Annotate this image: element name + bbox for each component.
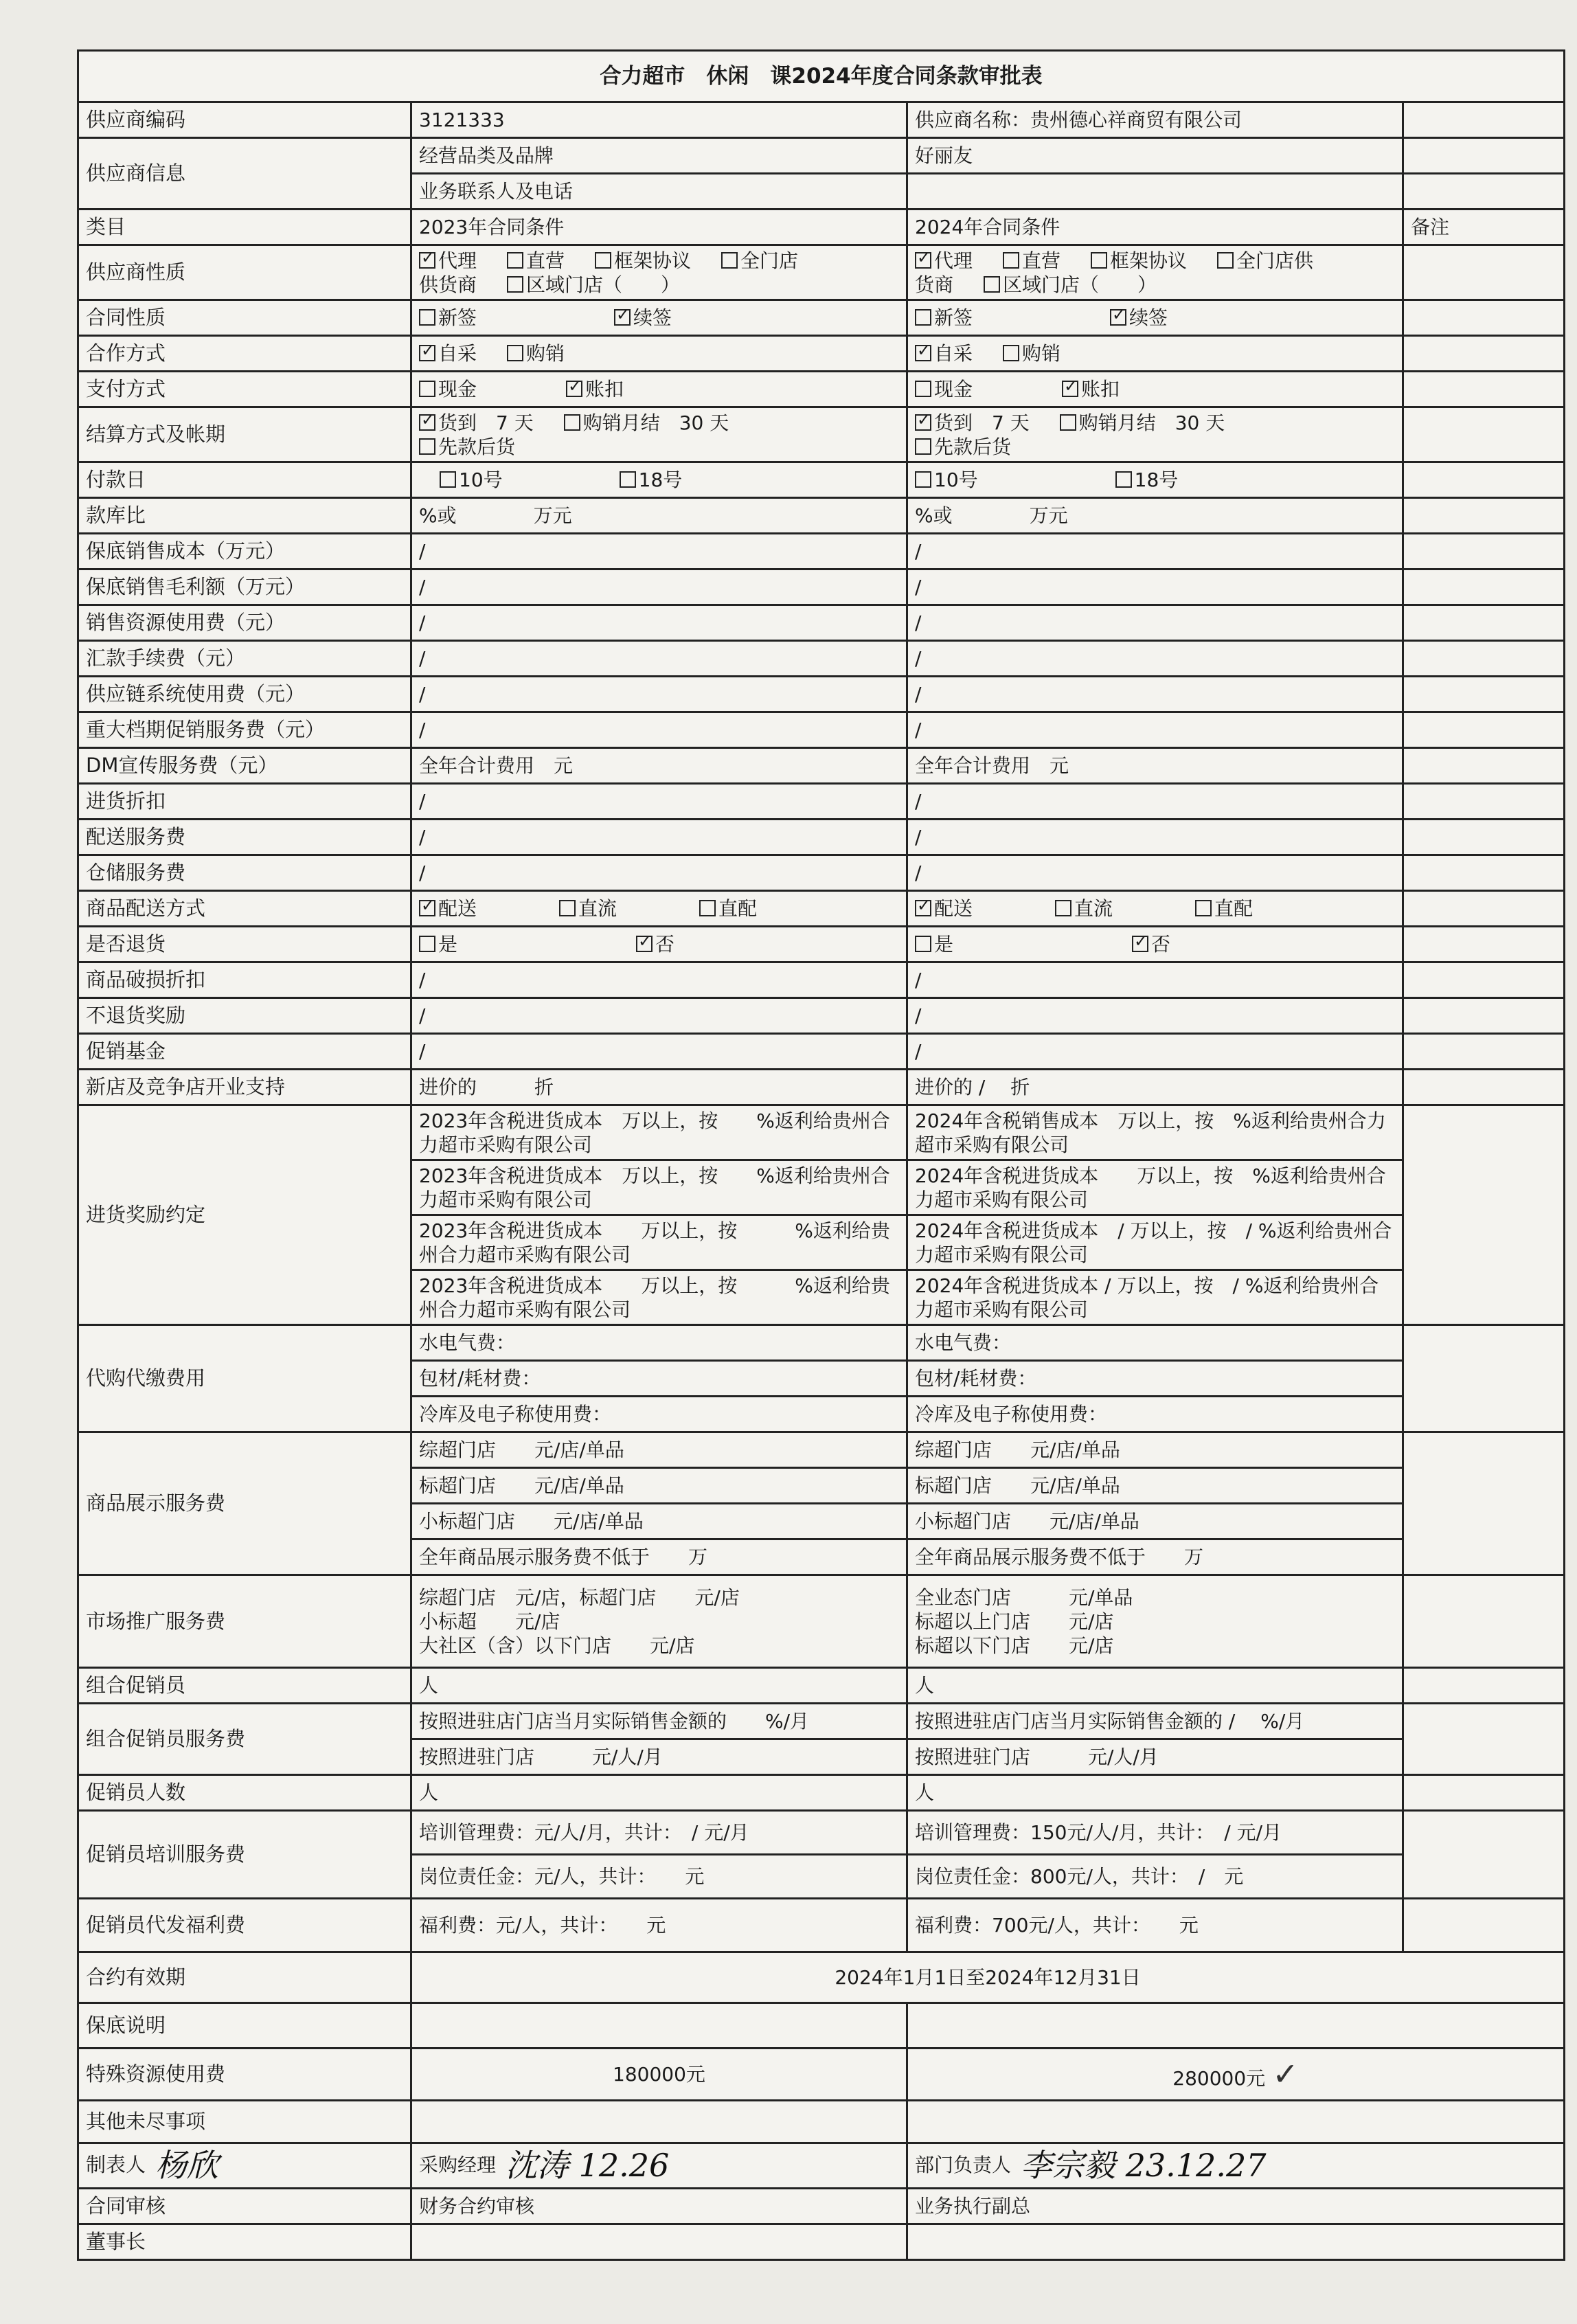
remit-fee-label: 汇款手续费（元）: [78, 641, 411, 677]
delivery-mode-label: 商品配送方式: [78, 891, 411, 927]
discount-label: 进货折扣: [78, 784, 411, 820]
special-2024: 280000元 ✓: [907, 2049, 1565, 2101]
category-label: 类目: [78, 210, 411, 245]
brand-value: 好丽友: [907, 138, 1403, 174]
newstore-label: 新店及竞争店开业支持: [78, 1070, 411, 1105]
empty-cell: [1403, 820, 1565, 855]
value-2023: /: [411, 569, 907, 605]
empty-cell: [1403, 372, 1565, 407]
empty-cell: [907, 2224, 1565, 2260]
empty-cell: [1403, 569, 1565, 605]
empty-cell: [1403, 102, 1565, 138]
value-2024: /: [907, 820, 1403, 855]
market-label: 市场推广服务费: [78, 1575, 411, 1668]
market-2024: 全业态门店 元/单品 标超以上门店 元/店 标超以下门店 元/店: [907, 1575, 1403, 1668]
rebate-2024-item: 2024年含税进货成本 / 万以上，按 / %返利给贵州合力超市采购有限公司: [907, 1215, 1403, 1270]
combo-fee-label: 组合促销员服务费: [78, 1704, 411, 1775]
combo-fee-2023: 按照进驻门店 元/人/月: [411, 1739, 907, 1775]
pay-label: 支付方式: [78, 372, 411, 407]
proxy-item: 包材/耗材费：: [411, 1361, 907, 1397]
combo-2024: 人: [907, 1668, 1403, 1704]
checkbox-direct[interactable]: [1003, 252, 1019, 269]
checkbox-direct[interactable]: [507, 252, 523, 269]
value-2023: /: [411, 712, 907, 748]
value-2024: /: [907, 962, 1403, 998]
checkbox-cash[interactable]: [419, 381, 435, 397]
combo-fee-2024: 按照进驻店门店当月实际销售金额的 / %/月: [907, 1704, 1403, 1739]
checkbox-self[interactable]: [915, 345, 931, 361]
display-item: 标超门店 元/店/单品: [907, 1468, 1403, 1504]
display-item: 小标超门店 元/店/单品: [907, 1504, 1403, 1539]
finance-label: 财务合约审核: [411, 2189, 907, 2224]
empty-cell: [1403, 891, 1565, 927]
proxy-item: 冷库及电子称使用费：: [907, 1397, 1403, 1432]
empty-cell: [1403, 641, 1565, 677]
checkbox-direct-dist[interactable]: [699, 900, 716, 916]
proxy-label: 代购代缴费用: [78, 1325, 411, 1432]
empty-cell: [1403, 1899, 1565, 1952]
rebate-2024-item: 2024年含税进货成本 万以上，按 %返利给贵州合力超市采购有限公司: [907, 1160, 1403, 1215]
welfare-label: 促销员代发福利费: [78, 1899, 411, 1952]
empty-cell: [907, 174, 1403, 210]
display-item: 小标超门店 元/店/单品: [411, 1504, 907, 1539]
value-2024: /: [907, 605, 1403, 641]
checkbox-direct-dist[interactable]: [1195, 900, 1212, 916]
combo-fee-2023: 按照进驻店门店当月实际销售金额的 %/月: [411, 1704, 907, 1739]
value-2023: /: [411, 855, 907, 891]
delivery-fee-label: 配送服务费: [78, 820, 411, 855]
value-2023: /: [411, 962, 907, 998]
dm-label: DM宣传服务费（元）: [78, 748, 411, 784]
checkbox-10[interactable]: [440, 471, 456, 488]
value-2023: /: [411, 998, 907, 1034]
empty-cell: [1403, 1811, 1565, 1899]
empty-cell: [1403, 1070, 1565, 1105]
value-2023: /: [411, 1034, 907, 1070]
dm-2024: 全年合计费用 元: [907, 748, 1403, 784]
proxy-item: 水电气费：: [411, 1325, 907, 1361]
value-2024: /: [907, 641, 1403, 677]
value-2024: /: [907, 1034, 1403, 1070]
checkbox-flow[interactable]: [1055, 900, 1071, 916]
value-2023: /: [411, 605, 907, 641]
rebate-2024-item: 2024年含税销售成本 万以上，按 %返利给贵州合力超市采购有限公司: [907, 1105, 1403, 1160]
empty-cell: [1403, 1575, 1565, 1668]
guarantee-desc-label: 保底说明: [78, 2003, 411, 2049]
nature-2024: ✓代理 直营 框架协议 全门店供 货商 区域门店（ ）: [907, 245, 1403, 300]
buyer-cell: 采购经理 沈涛 12.26: [411, 2143, 907, 2189]
empty-cell: [907, 2003, 1565, 2049]
return-2023: 是✓ 否: [411, 927, 907, 962]
payday-2024: 10号 18号: [907, 462, 1403, 498]
empty-cell: [1403, 245, 1565, 300]
approval-form: [77, 49, 1563, 2261]
training-2024: 岗位责任金：800元/人，共计： / 元: [907, 1855, 1403, 1899]
value-2023: /: [411, 820, 907, 855]
checkbox-new[interactable]: [419, 309, 435, 326]
combo-label: 组合促销员: [78, 1668, 411, 1704]
coop-2023: ✓ 自采 购销: [411, 336, 907, 372]
checkbox-allstore[interactable]: [1217, 252, 1234, 269]
rebate-2023-item: 2023年含税进货成本 万以上，按 %返利给贵州合力超市采购有限公司: [411, 1105, 907, 1160]
empty-cell: [1403, 498, 1565, 534]
empty-cell: [1403, 605, 1565, 641]
checkbox-flow[interactable]: [559, 900, 576, 916]
settle-label: 结算方式及帐期: [78, 407, 411, 462]
empty-cell: [1403, 677, 1565, 712]
sales-fee-label: 销售资源使用费（元）: [78, 605, 411, 641]
special-label: 特殊资源使用费: [78, 2049, 411, 2101]
empty-cell: [1403, 1668, 1565, 1704]
checkbox-consign[interactable]: [507, 345, 523, 361]
validity-label: 合约有效期: [78, 1952, 411, 2003]
settle-2024: ✓货到 7 天 购销月结 30 天 先款后货: [907, 407, 1403, 462]
cond-2024-header: 2024年合同条件: [907, 210, 1403, 245]
return-2024: 是✓ 否: [907, 927, 1403, 962]
rebate-2023-item: 2023年含税进货成本 万以上，按 %返利给贵州合力超市采购有限公司: [411, 1215, 907, 1270]
value-2024: /: [907, 569, 1403, 605]
checkbox-10[interactable]: [915, 471, 931, 488]
checkbox-no[interactable]: [1132, 936, 1148, 952]
dm-2023: 全年合计费用 元: [411, 748, 907, 784]
checkbox-agent[interactable]: [915, 252, 931, 269]
display-item: 综超门店 元/店/单品: [411, 1432, 907, 1468]
value-2024: /: [907, 534, 1403, 569]
guarantee-margin-label: 保底销售毛利额（万元）: [78, 569, 411, 605]
supplier-info-label: 供应商信息: [78, 138, 411, 210]
checkbox-18[interactable]: [1115, 471, 1132, 488]
checkbox-yes[interactable]: [915, 936, 931, 952]
checkbox-arrival[interactable]: [419, 414, 435, 431]
supplier-code-label: 供应商编码: [78, 102, 411, 138]
check-mark-icon: ✓: [1272, 2055, 1299, 2092]
delivery-mode-2024: ✓ 配送 直流 直配: [907, 891, 1403, 927]
checkbox-18[interactable]: [620, 471, 636, 488]
rebate-2023-item: 2023年含税进货成本 万以上，按 %返利给贵州合力超市采购有限公司: [411, 1160, 907, 1215]
empty-cell: [1403, 407, 1565, 462]
maker-signature: 杨欣: [155, 2146, 219, 2184]
training-label: 促销员培训服务费: [78, 1811, 411, 1899]
empty-cell: [1403, 784, 1565, 820]
return-label: 是否退货: [78, 927, 411, 962]
checkbox-deduct[interactable]: [566, 381, 582, 397]
checkbox-consign[interactable]: [1003, 345, 1019, 361]
pay-2024: 现金✓ 账扣: [907, 372, 1403, 407]
newstore-2024: 进价的 / 折: [907, 1070, 1403, 1105]
welfare-2024: 福利费：700元/人，共计： 元: [907, 1899, 1403, 1952]
coop-2024: ✓ 自采 购销: [907, 336, 1403, 372]
brand-label: 经营品类及品牌: [411, 138, 907, 174]
rebate-2024-item: 2024年含税进货成本 / 万以上，按 / %返利给贵州合力超市采购有限公司: [907, 1270, 1403, 1325]
newstore-2023: 进价的 折: [411, 1070, 907, 1105]
checkbox-monthly[interactable]: [1060, 414, 1076, 431]
empty-cell: [1403, 174, 1565, 210]
checkbox-monthly[interactable]: [564, 414, 580, 431]
checkbox-agent[interactable]: [419, 252, 435, 269]
checkbox-prepay[interactable]: [915, 438, 931, 455]
checkbox-frame[interactable]: [1091, 252, 1107, 269]
supply-chain-label: 供应链系统使用费（元）: [78, 677, 411, 712]
checkbox-renew[interactable]: [614, 309, 631, 326]
display-item: 综超门店 元/店/单品: [907, 1432, 1403, 1468]
dept-signature: 李宗毅 23.12.27: [1021, 2146, 1267, 2184]
rebate-label: 进货奖励约定: [78, 1105, 411, 1325]
empty-cell: [1403, 534, 1565, 569]
vp-label: 业务执行副总: [907, 2189, 1565, 2224]
special-2023: 180000元: [411, 2049, 907, 2101]
proxy-item: 包材/耗材费：: [907, 1361, 1403, 1397]
checkbox-regional[interactable]: [984, 276, 1000, 293]
empty-cell: [411, 2101, 907, 2143]
validity-value: 2024年1月1日至2024年12月31日: [411, 1952, 1565, 2003]
supplier-code: 3121333: [411, 102, 907, 138]
other-label: 其他未尽事项: [78, 2101, 411, 2143]
promoter-count-2023: 人: [411, 1775, 907, 1811]
checkbox-arrival[interactable]: [915, 414, 931, 431]
coop-label: 合作方式: [78, 336, 411, 372]
empty-cell: [1403, 855, 1565, 891]
training-2023: 岗位责任金：元/人，共计： 元: [411, 1855, 907, 1899]
payday-label: 付款日: [78, 462, 411, 498]
checkbox-allstore[interactable]: [721, 252, 738, 269]
value-2024: /: [907, 998, 1403, 1034]
rebate-2023-item: 2023年含税进货成本 万以上，按 %返利给贵州合力超市采购有限公司: [411, 1270, 907, 1325]
checkbox-regional[interactable]: [507, 276, 523, 293]
nature-label: 供应商性质: [78, 245, 411, 300]
checkbox-no[interactable]: [636, 936, 653, 952]
empty-cell: [1403, 1105, 1565, 1325]
value-2024: /: [907, 712, 1403, 748]
combo-2023: 人: [411, 1668, 907, 1704]
form-title: 合力超市 休闲 课2024年度合同条款审批表: [78, 51, 1565, 102]
display-item: 标超门店 元/店/单品: [411, 1468, 907, 1504]
checkbox-delivery[interactable]: [915, 900, 931, 916]
contact-label: 业务联系人及电话: [411, 174, 907, 210]
promoter-count-label: 促销员人数: [78, 1775, 411, 1811]
guarantee-cost-label: 保底销售成本（万元）: [78, 534, 411, 569]
empty-cell: [1403, 1704, 1565, 1775]
value-2024: /: [907, 855, 1403, 891]
contract-label: 合同性质: [78, 300, 411, 336]
empty-cell: [1403, 1432, 1565, 1575]
cond-2023-header: 2023年合同条件: [411, 210, 907, 245]
contract-2024: 新签✓ 续签: [907, 300, 1403, 336]
checkbox-frame[interactable]: [595, 252, 611, 269]
empty-cell: [411, 2224, 907, 2260]
empty-cell: [1403, 1325, 1565, 1432]
checkbox-yes[interactable]: [419, 936, 435, 952]
display-item: 全年商品展示服务费不低于 万: [411, 1539, 907, 1575]
pay-2023: 现金✓ 账扣: [411, 372, 907, 407]
display-label: 商品展示服务费: [78, 1432, 411, 1575]
stock-2023: %或 万元: [411, 498, 907, 534]
delivery-mode-2023: ✓ 配送 直流 直配: [411, 891, 907, 927]
review-label: 合同审核: [78, 2189, 411, 2224]
empty-cell: [1403, 962, 1565, 998]
checkbox-self[interactable]: [419, 345, 435, 361]
market-2023: 综超门店 元/店，标超门店 元/店 小标超 元/店 大社区（含）以下门店 元/店: [411, 1575, 907, 1668]
checkbox-cash[interactable]: [915, 381, 931, 397]
stock-label: 款库比: [78, 498, 411, 534]
empty-cell: [1403, 1034, 1565, 1070]
empty-cell: [1403, 998, 1565, 1034]
nature-2023: ✓代理 直营 框架协议 全门店 供货商 区域门店（ ）: [411, 245, 907, 300]
dept-cell: 部门负责人 李宗毅 23.12.27: [907, 2143, 1565, 2189]
empty-cell: [907, 2101, 1565, 2143]
value-2023: /: [411, 677, 907, 712]
empty-cell: [1403, 336, 1565, 372]
empty-cell: [1403, 748, 1565, 784]
value-2023: /: [411, 641, 907, 677]
training-2024: 培训管理费：150元/人/月，共计： / 元/月: [907, 1811, 1403, 1855]
approval-table: [77, 49, 1565, 2261]
promoter-count-2024: 人: [907, 1775, 1403, 1811]
value-2024: /: [907, 677, 1403, 712]
empty-cell: [1403, 927, 1565, 962]
promo-fund-label: 促销基金: [78, 1034, 411, 1070]
empty-cell: [1403, 138, 1565, 174]
stock-2024: %或 万元: [907, 498, 1403, 534]
combo-fee-2024: 按照进驻门店 元/人/月: [907, 1739, 1403, 1775]
settle-2023: ✓货到 7 天 购销月结 30 天 先款后货: [411, 407, 907, 462]
promo-service-label: 重大档期促销服务费（元）: [78, 712, 411, 748]
supplier-name: 供应商名称：贵州德心祥商贸有限公司: [907, 102, 1403, 138]
empty-cell: [1403, 1775, 1565, 1811]
remark-header: 备注: [1403, 210, 1565, 245]
proxy-item: 冷库及电子称使用费：: [411, 1397, 907, 1432]
empty-cell: [1403, 300, 1565, 336]
noreturn-label: 不退货奖励: [78, 998, 411, 1034]
value-2024: /: [907, 784, 1403, 820]
empty-cell: [1403, 462, 1565, 498]
display-item: 全年商品展示服务费不低于 万: [907, 1539, 1403, 1575]
proxy-item: 水电气费：: [907, 1325, 1403, 1361]
damage-label: 商品破损折扣: [78, 962, 411, 998]
checkbox-new[interactable]: [915, 309, 931, 326]
training-2023: 培训管理费：元/人/月，共计： / 元/月: [411, 1811, 907, 1855]
storage-label: 仓储服务费: [78, 855, 411, 891]
empty-cell: [1403, 712, 1565, 748]
contract-2023: 新签✓ 续签: [411, 300, 907, 336]
value-2023: /: [411, 784, 907, 820]
checkbox-delivery[interactable]: [419, 900, 435, 916]
value-2023: /: [411, 534, 907, 569]
checkbox-renew[interactable]: [1110, 309, 1126, 326]
checkbox-prepay[interactable]: [419, 438, 435, 455]
buyer-signature: 沈涛 12.26: [506, 2146, 670, 2184]
checkbox-deduct[interactable]: [1062, 381, 1078, 397]
payday-2023: 10号 18号: [411, 462, 907, 498]
empty-cell: [411, 2003, 907, 2049]
welfare-2023: 福利费：元/人，共计： 元: [411, 1899, 907, 1952]
chairman-label: 董事长: [78, 2224, 411, 2260]
maker-cell: 制表人 杨欣: [78, 2143, 411, 2189]
